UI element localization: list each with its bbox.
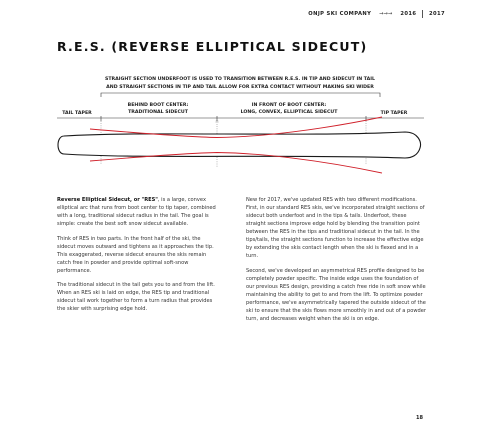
behind-label-1: BEHIND BOOT CENTER: xyxy=(127,103,189,108)
tip-taper-label: TIP TAPER xyxy=(380,111,408,116)
top-caption-line-2: AND STRAIGHT SECTIONS IN TIP AND TAIL ALLOW FOR EXTRA CONTACT WITHOUT MAKING SKI WIDER xyxy=(106,85,374,90)
right-paragraph-2: Second, we've developed an asymmetrical RES profile designed to be completely powder specific. The inside edge uses the foundation of our previous RES design, providing a catch free ride in soft snow while maintaining the ability to get to and from the lift. To optimize powder performance, we've asymmetrically tapered the outside sidecut of the ski to ensure that the skis flows more smoothly in and out of a powder turn, and decreases weight when the ski is on edge. xyxy=(246,267,426,323)
tail-taper-label: TAIL TAPER xyxy=(62,111,92,116)
left-paragraph-1-text: , is a large, convex elliptical arc that runs from boot center to tip taper, combined with a long, traditional sidecut radius in the tail. The goal is simple: create the best soft snow sidecut available. xyxy=(57,197,216,228)
left-paragraph-2: Think of RES in two parts. In the front half of the ski, the sidecut moves outward and tightens as it approaches the tip. This exaggerated, reverse sidecut ensures the skis remain catch free in powder and provide optimal soft-snow performance. xyxy=(57,235,214,274)
res-ski-diagram xyxy=(0,0,480,200)
front-label-1: IN FRONT OF BOOT CENTER: xyxy=(251,103,327,108)
page-title: R.E.S. (REVERSE ELLIPTICAL SIDECUT) xyxy=(57,39,368,54)
right-paragraph-1: New for 2017, we've updated RES with two different modifications. First, in our standard RES skis, we've incorporated straight sections of sidecut both underfoot and in the tips & tails. Underfoot, these straight sections improve edge hold by blending the transition point between the RES in the tips and traditional sidecut in the tail. In the tips/tails, the straight sections function to increase the effective edge by extending the skis contact length when the ski is flexed and in a turn. xyxy=(246,197,425,260)
front-label-2: LONG, CONVEX, ELLIPTICAL SIDECUT xyxy=(240,110,338,115)
ski-outline xyxy=(58,132,420,158)
company-name: ONJP SKI COMPANY xyxy=(308,11,372,17)
left-column xyxy=(57,196,220,320)
section-ticks xyxy=(101,116,366,121)
center-mark: M xyxy=(215,120,219,124)
left-paragraph-3: The traditional sidecut in the tail gets you to and from the lift. When an RES ski is laid on edge, the RES tip and traditional sidecut tail work together to form a turn radius that provides the skier with surprising edge hold. xyxy=(57,282,215,313)
year-start: 2016 xyxy=(400,11,417,17)
year-end: 2017 xyxy=(428,11,445,17)
right-column xyxy=(246,196,426,329)
page-number: 18 xyxy=(416,415,423,421)
left-paragraph-1 xyxy=(57,196,220,228)
top-bracket xyxy=(101,93,380,97)
res-lead-term: Reverse Elliptical Sidecut, or "RES" xyxy=(57,197,158,203)
behind-label-2: TRADITIONAL SIDECUT xyxy=(128,110,188,115)
arrows-icon: →→→ xyxy=(379,11,393,17)
top-caption-line-1: STRAIGHT SECTION UNDERFOOT IS USED TO TRANSITION BETWEEN R.E.S. IN TIP AND SIDECUT IN TAIL xyxy=(104,77,376,82)
